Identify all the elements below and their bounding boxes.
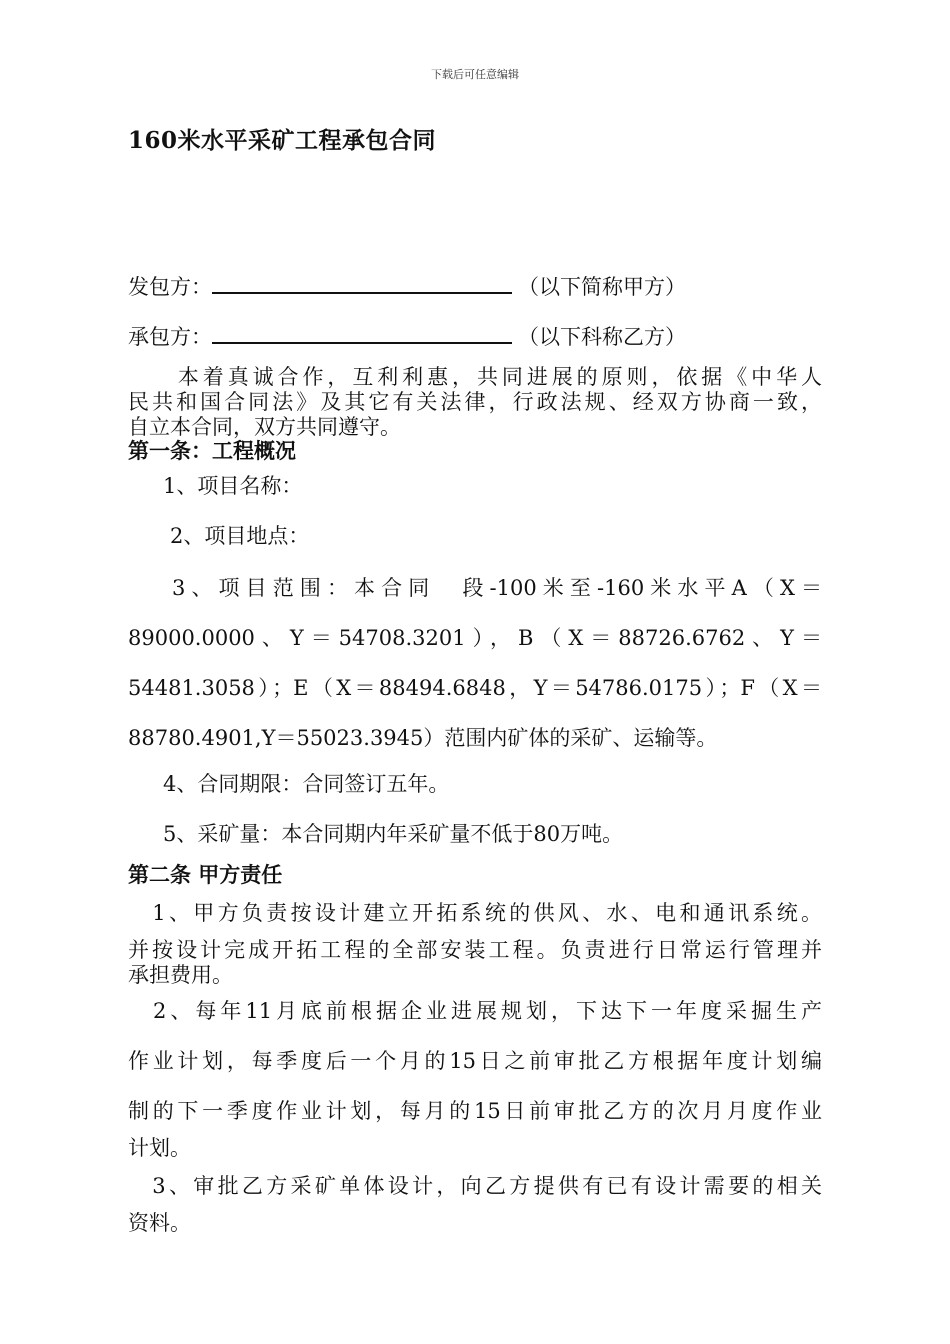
header-note: 下载后可任意编辑 [431, 68, 519, 81]
article-2-item-2-line-4: 计划。 [128, 1136, 191, 1160]
preamble-line-1: 本着真诚合作，互利利惠，共同进展的原则，依据《中华人 [128, 365, 822, 389]
party-b-label: 承包方： [128, 325, 212, 349]
article-2-item-1-line-1: 1、甲方负责按设计建立开拓系统的供风、水、电和通讯系统。 [128, 901, 822, 925]
party-b-line [128, 322, 686, 350]
article-2-item-1-line-3: 承担费用。 [128, 963, 233, 987]
article-2-item-2-line-1: 2、每年11月底前根据企业进展规划，下达下一年度采掘生产 [128, 999, 822, 1023]
preamble-line-3: 自立本合同，双方共同遵守。 [128, 415, 401, 439]
article-1-item-5: 5、采矿量：本合同期内年采矿量不低于80万吨。 [163, 822, 624, 846]
document-title: 160米水平采矿工程承包合同 [128, 127, 437, 154]
article-2-item-3-line-2: 资料。 [128, 1211, 191, 1235]
article-1-item-2: 2、项目地点： [170, 524, 310, 548]
preamble-line-2: 民共和国合同法》及其它有关法律，行政法规、经双方协商一致， [128, 390, 822, 414]
article-2-item-2-line-2: 作业计划，每季度后一个月的15日之前审批乙方根据年度计划编 [128, 1049, 822, 1073]
article-1-item-4: 4、合同期限：合同签订五年。 [163, 772, 450, 796]
article-1-heading: 第一条：工程概况 [128, 438, 296, 463]
article-1-item-3-line-2: 89000.0000、Y＝54708.3201），B（X＝88726.6762、Y＝ [128, 626, 822, 650]
article-1-item-1: 1、项目名称： [163, 474, 303, 498]
party-b-suffix: （以下科称乙方） [518, 325, 686, 349]
party-a-suffix: （以下简称甲方） [518, 275, 686, 299]
article-2-heading: 第二条 甲方责任 [128, 862, 283, 887]
article-1-item-3-line-3: 54481.3058）；E（X＝88494.6848，Y＝54786.0175）；F（X＝ [128, 676, 822, 700]
party-a-line [128, 272, 686, 300]
party-b-blank [212, 322, 512, 344]
article-2-item-3-line-1: 3、审批乙方采矿单体设计，向乙方提供有已有设计需要的相关 [128, 1174, 822, 1198]
article-2-item-2-line-3: 制的下一季度作业计划，每月的15日前审批乙方的次月月度作业 [128, 1099, 822, 1123]
article-1-item-3-line-4: 88780.4901,Y＝55023.3945）范围内矿体的采矿、运输等。 [128, 726, 718, 750]
party-a-blank [212, 272, 512, 294]
article-2-item-1-line-2: 并按设计完成开拓工程的全部安装工程。负责进行日常运行管理并 [128, 938, 822, 962]
article-1-item-3-line-1: 3、项目范围：本合同 段-100米至-160米水平A（X＝ [172, 576, 822, 600]
party-a-label: 发包方： [128, 275, 212, 299]
